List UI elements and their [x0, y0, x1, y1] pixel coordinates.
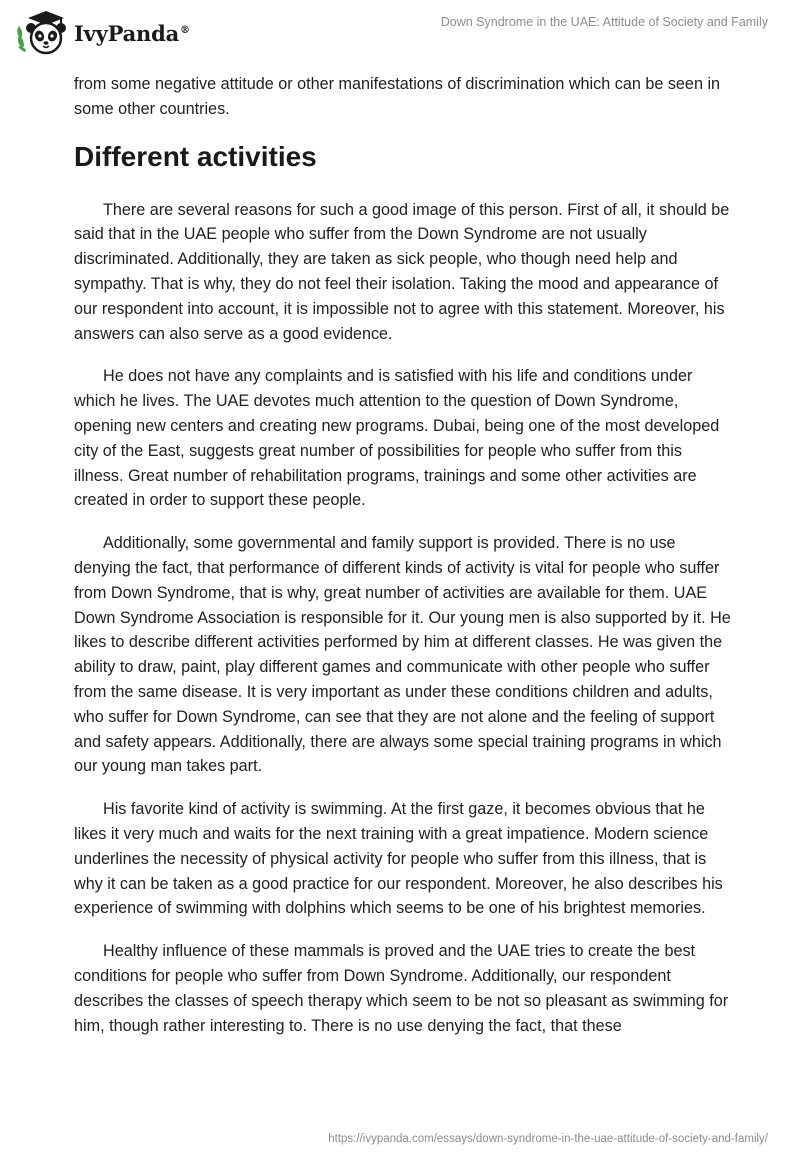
paragraph: There are several reasons for such a good image of this person. First of all, it should be said that in the UAE people who suffer from the Down Syndrome are not usually discriminated. Additionally, they are taken as sick people, who though need help and sympathy. That is why, they do not feel their isolation. Taking the mood and appearance of our respondent into account, it is impossible not to agree with this statement. Moreover, his answers can also serve as a good evidence.: [74, 200, 730, 343]
panda-logo-icon: [14, 8, 72, 56]
brand-name: IvyPanda®: [74, 20, 190, 46]
page-header: [0, 0, 800, 60]
paragraph: He does not have any complaints and is satisfied with his life and conditions under which he lives. The UAE devotes much attention to the question of Down Syndrome, opening new centers and creating new programs. Dubai, being one of the most developed city of the East, suggests great number of possibilities for people who suffer from this illness. Great number of rehabilitation programs, trainings and some other activities are created in order to support these people.: [74, 367, 720, 510]
source-url[interactable]: https://ivypanda.com/essays/down-syndrome-in-the-uae-attitude-of-society-and-family/: [328, 1133, 768, 1145]
document-title: Down Syndrome in the UAE: Attitude of Society and Family: [440, 15, 768, 29]
essay-content: [74, 72, 734, 1056]
intro-paragraph: from some negative attitude or other manifestations of discrimination which can be seen in some other countries.: [74, 75, 721, 118]
ivypanda-logo[interactable]: [14, 8, 190, 56]
paragraph: His favorite kind of activity is swimming. At the first gaze, it becomes obvious that he likes it very much and waits for the next training with a great impatience. Modern science underlines the necessity of physical activity for people who suffer from this illness, that is why it can be taken as a good practice for our respondent. Moreover, he also describes his experience of swimming with dolphins which seems to be one of his brightest memories.: [74, 800, 723, 918]
paragraph: Additionally, some governmental and family support is provided. There is no use denying the fact, that performance of different kinds of activity is vital for people who suffer from Down Syndrome, that is why, great number of activities are available for them. UAE Down Syndrome Association is responsible for it. Our young men is also supported by it. He likes to describe different activities performed by him at different classes. He was given the ability to draw, paint, play different games and communicate with other people who suffer from the same disease. It is very important as under these conditions children and adults, who suffer for Down Syndrome, can see that they are not alone and the feeling of support and safety appears. Additionally, there are always some special training programs in which our young man takes part.: [74, 534, 731, 776]
section-heading: Different activities: [74, 140, 317, 172]
paragraph: Healthy influence of these mammals is proved and the UAE tries to create the best conditions for people who suffer from Down Syndrome. Additionally, our respondent describes the classes of speech therapy which seem to be not so pleasant as swimming for him, though rather interesting to. There is no use denying the fact, that these: [74, 942, 729, 1035]
